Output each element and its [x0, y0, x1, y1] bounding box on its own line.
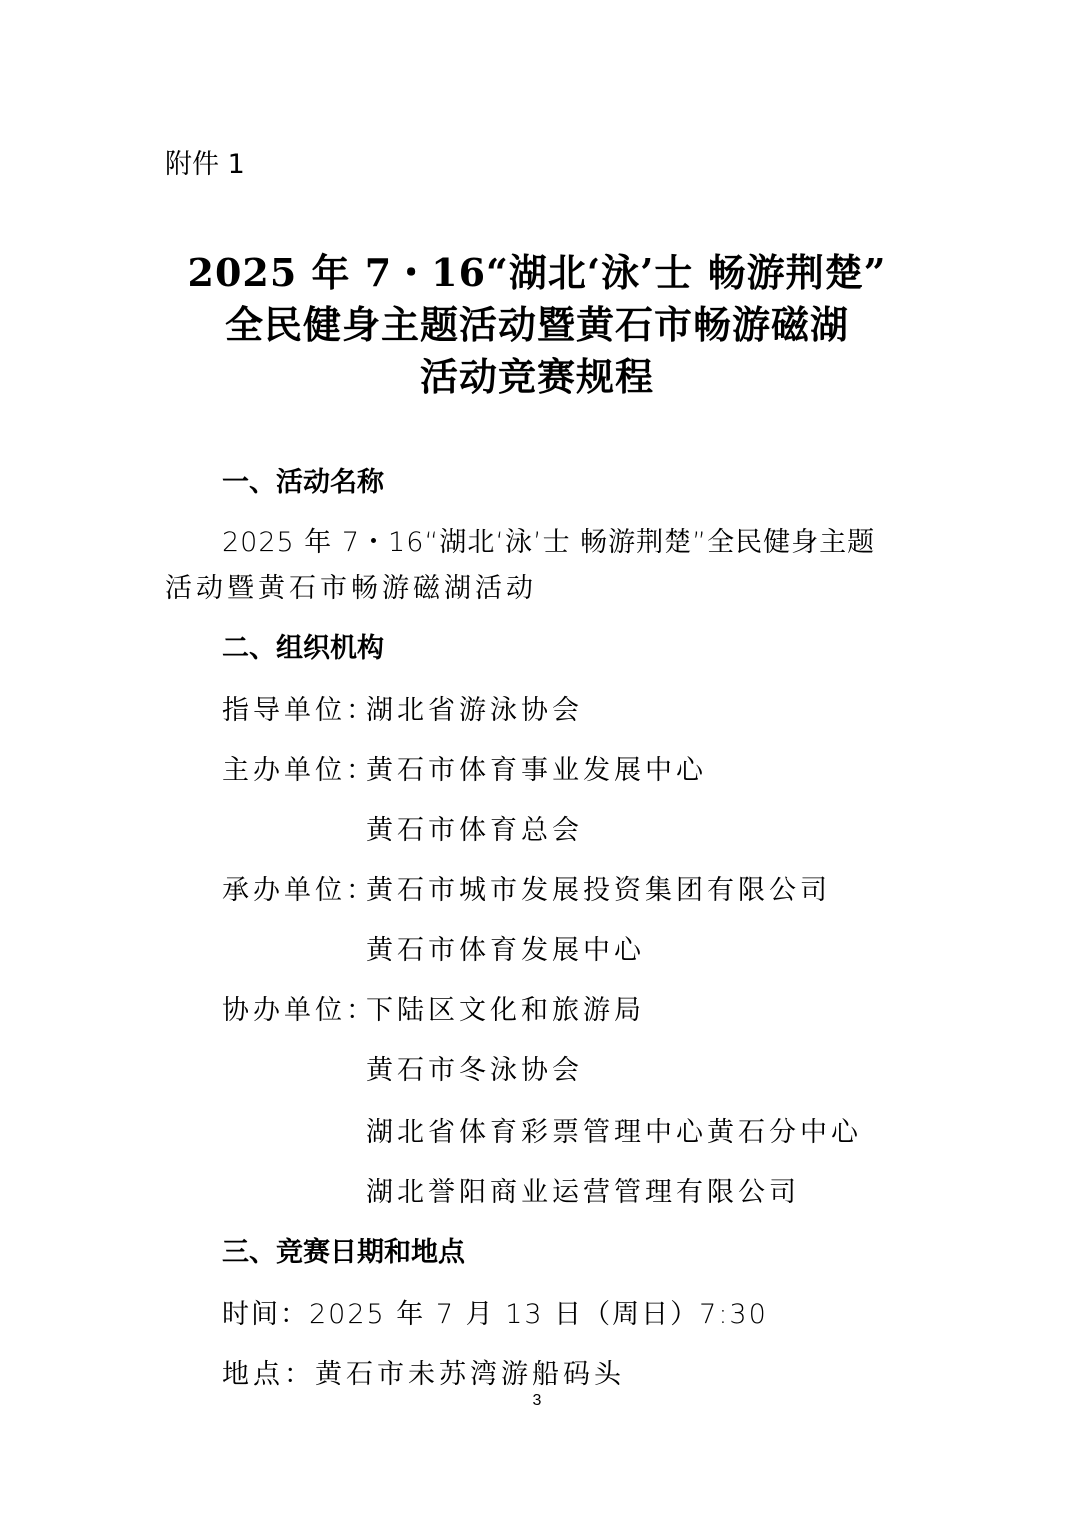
coorganizer-unit-value: 湖北誉阳商业运营管理有限公司: [366, 1177, 800, 1208]
host-unit-label: 主办单位：: [222, 755, 377, 786]
page-number: 3: [532, 1392, 542, 1409]
organizer-unit-value: 黄石市城市发展投资集团有限公司: [366, 875, 831, 906]
section-heading-activity-name: 一、活动名称: [222, 467, 384, 498]
section-heading-date-location: 三、竞赛日期和地点: [222, 1237, 465, 1268]
activity-name-line-2: 活动暨黄石市畅游磁湖活动: [165, 573, 537, 604]
host-unit-value: 黄石市体育事业发展中心: [366, 755, 707, 786]
coorganizer-unit-value: 黄石市冬泳协会: [366, 1055, 583, 1086]
guide-unit-label: 指导单位：: [222, 695, 377, 726]
guide-unit-value: 湖北省游泳协会: [366, 695, 583, 726]
organizer-unit-label: 承办单位：: [222, 875, 377, 906]
host-unit-value: 黄石市体育总会: [366, 815, 583, 846]
title-line-1: 2025 年 7・16“湖北‘泳’士 畅游荆楚”: [187, 250, 887, 295]
coorganizer-unit-value: 下陆区文化和旅游局: [366, 995, 645, 1026]
competition-time: 时间：2025 年 7 月 13 日（周日）7:30: [222, 1299, 768, 1330]
title-line-2: 全民健身主题活动暨黄石市畅游磁湖: [224, 302, 849, 347]
coorganizer-unit-label: 协办单位：: [222, 995, 377, 1026]
section-heading-organization: 二、组织机构: [222, 633, 384, 664]
attachment-label: 附件 1: [165, 149, 245, 180]
title-line-3: 活动竞赛规程: [419, 354, 654, 399]
competition-location: 地点：黄石市未苏湾游船码头: [222, 1359, 625, 1390]
coorganizer-unit-value: 湖北省体育彩票管理中心黄石分中心: [366, 1117, 862, 1148]
activity-name-line-1: 2025 年 7・16“湖北‘泳’士 畅游荆楚”全民健身主题: [222, 527, 876, 558]
organizer-unit-value: 黄石市体育发展中心: [366, 935, 645, 966]
